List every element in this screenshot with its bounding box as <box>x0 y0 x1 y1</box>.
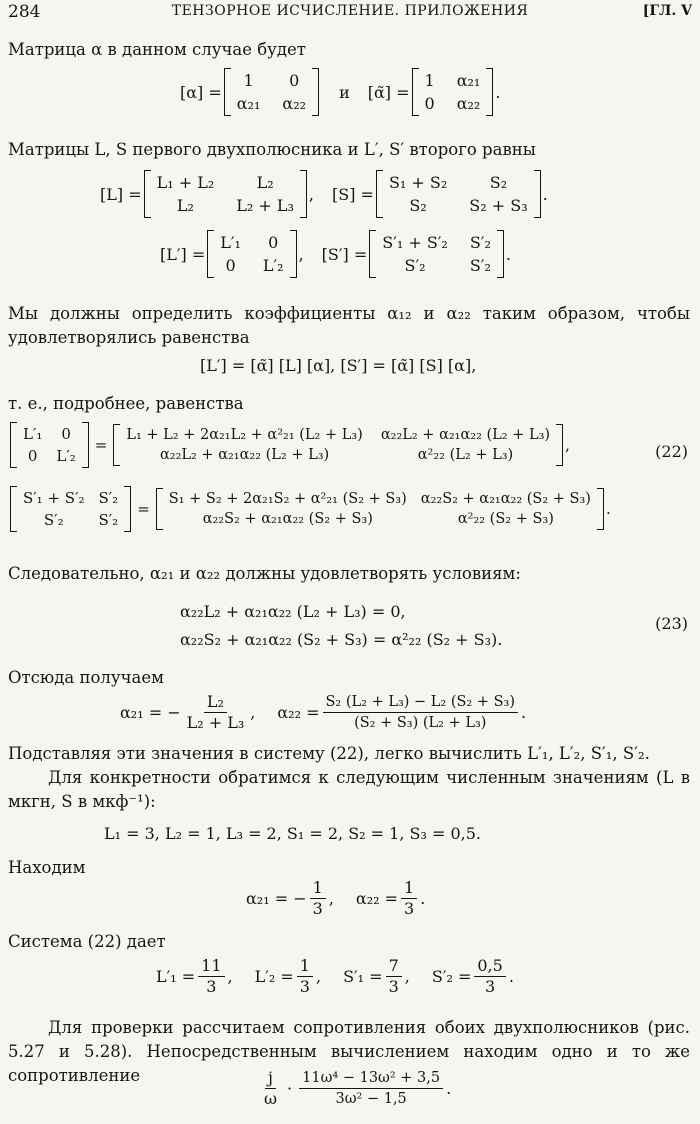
denominator: 3 <box>206 977 217 996</box>
L-prime-matrix <box>207 230 296 278</box>
equation-solution <box>120 692 526 733</box>
comma: , <box>328 889 334 908</box>
S-matrix <box>376 170 541 218</box>
S-prime-matrix <box>369 230 504 278</box>
matrix-cell: α₂₂ <box>282 94 307 113</box>
alpha-lhs: [α] = <box>180 82 222 102</box>
comma: , <box>315 967 322 986</box>
comma: , <box>250 703 256 722</box>
matrix-cell: α₂₂ <box>456 94 481 113</box>
L2-prime-lhs: L′₂ = <box>254 967 294 986</box>
numerator: 1 <box>297 956 313 977</box>
denominator: 3 <box>484 977 496 996</box>
matrix-cell: 0 <box>268 233 279 252</box>
L-prime-matrix <box>10 422 89 468</box>
equation-number-23: (23) <box>655 614 688 633</box>
paragraph-11: Для проверки рассчитаем сопротивления обоих двухполюсников (рис. 5.27 и 5.28). Непосредственным вычислением находим одно и то же сопротивление <box>8 1018 690 1085</box>
matrix-cell: L′₁ <box>220 233 241 252</box>
numerator: 11ω⁴ − 13ω² + 3,5 <box>299 1068 443 1089</box>
matrix-cell: S₂ + S₃ <box>469 196 528 215</box>
fraction <box>474 956 505 997</box>
chapter-label: [ГЛ. V <box>642 3 692 19</box>
denominator: 3 <box>388 977 399 996</box>
matrix-cell: S′₂ <box>98 489 119 507</box>
fraction <box>401 878 417 919</box>
matrix-cell: 0 <box>61 425 71 443</box>
dot-operator: · <box>287 1079 293 1098</box>
equation-system <box>156 956 514 997</box>
matrix-cell: S₁ + S₂ + 2α₂₁S₂ + α²₂₁ (S₂ + S₃) <box>168 491 407 507</box>
period: . <box>420 889 426 908</box>
matrix-cell: L′₂ <box>56 447 76 465</box>
equation-final <box>258 1068 451 1109</box>
equation-relation: [L′] = [α̃] [L] [α], [S′] = [α̃] [S] [α], <box>200 356 477 375</box>
alpha-22-lhs: α₂₂ = <box>277 703 320 722</box>
equation-number-22: (22) <box>655 442 688 461</box>
fraction <box>297 956 313 997</box>
matrix-cell: α²₂₂ (L₂ + L₃) <box>417 447 514 463</box>
fraction <box>323 692 519 733</box>
S2-prime-lhs: S′₂ = <box>431 967 472 986</box>
matrix-cell: L₁ + L₂ + 2α₂₁L₂ + α²₂₁ (L₂ + L₃) <box>126 427 363 443</box>
period: . <box>605 500 611 518</box>
denominator: L₂ + L₃ <box>186 713 245 732</box>
matrix-cell: S′₂ <box>43 511 64 529</box>
fraction <box>299 1068 443 1109</box>
alpha-tilde-lhs: [α̃] = <box>367 82 410 102</box>
equation-23-line-2: α₂₂S₂ + α₂₁α₂₂ (S₂ + S₃) = α²₂₂ (S₂ + S₃). <box>180 630 503 649</box>
alpha-matrix <box>224 68 319 116</box>
equation-22b <box>8 486 611 532</box>
paragraph-9: Находим <box>8 858 86 877</box>
paragraph-4: т. е., подробнее, равенства <box>8 394 244 413</box>
fraction <box>198 956 224 997</box>
comma: , <box>298 244 304 264</box>
alpha-21-lhs: α₂₁ = − <box>120 703 181 722</box>
alpha-tilde-matrix <box>412 68 494 116</box>
matrix-cell: S′₁ + S′₂ <box>23 489 85 507</box>
numerator: j <box>265 1068 276 1089</box>
numerator: 1 <box>310 878 326 899</box>
matrix-cell: S′₂ <box>469 233 491 252</box>
equation-23-line-1: α₂₂L₂ + α₂₁α₂₂ (L₂ + L₃) = 0, <box>180 602 406 621</box>
page-header <box>8 2 692 24</box>
L1-prime-lhs: L′₁ = <box>156 967 196 986</box>
matrix-cell: 0 <box>424 94 435 113</box>
equation-values: L₁ = 3, L₂ = 1, L₃ = 2, S₁ = 2, S₂ = 1, S₃ = 0,5. <box>104 824 481 843</box>
equals-sign: = <box>137 500 150 518</box>
paragraph-5: Следовательно, α₂₁ и α₂₂ должны удовлетворять условиям: <box>8 564 521 583</box>
matrix-cell: 0 <box>225 256 236 275</box>
numerator: 0,5 <box>474 956 505 977</box>
matrix-cell: α₂₁ <box>236 94 261 113</box>
equation-23 <box>180 598 502 654</box>
matrix-cell: 0 <box>27 447 38 465</box>
L-prime-lhs: [L′] = <box>160 244 206 264</box>
numerator: 1 <box>401 878 417 899</box>
fraction <box>184 692 248 733</box>
equation-22a <box>8 422 570 468</box>
paragraph-8: Для конкретности обратимся к следующим численным значениям (L в мкгн, S в мкф⁻¹): <box>8 768 690 811</box>
matrix-cell: L′₁ <box>23 425 43 443</box>
matrix-cell: L₂ <box>176 196 194 215</box>
comma: , <box>404 967 410 986</box>
L-product-matrix <box>113 424 563 466</box>
period: . <box>505 244 511 264</box>
numerator: L₂ <box>204 692 227 713</box>
denominator: 3 <box>312 899 323 918</box>
matrix-cell: L₂ + L₃ <box>236 196 294 215</box>
numerator: S₂ (L₂ + L₃) − L₂ (S₂ + S₃) <box>323 692 519 713</box>
matrix-cell: α₂₂L₂ + α₂₁α₂₂ (L₂ + L₃) <box>159 447 330 463</box>
period: . <box>446 1079 452 1098</box>
fraction <box>261 1068 280 1109</box>
matrix-cell: S₁ + S₂ <box>388 173 448 192</box>
S-product-matrix <box>156 488 604 530</box>
numerator: 11 <box>198 956 224 977</box>
S-prime-matrix <box>10 486 131 532</box>
denominator: 3ω² − 1,5 <box>335 1091 407 1107</box>
S-lhs: [S] = <box>332 184 374 204</box>
equals-sign: = <box>94 436 108 454</box>
numerator: 7 <box>386 956 402 977</box>
matrix-cell: L₁ + L₂ <box>156 173 215 192</box>
comma: , <box>227 967 233 986</box>
matrix-cell: 1 <box>243 71 254 90</box>
fraction <box>386 956 402 997</box>
paragraph-10: Система (22) дает <box>8 932 166 951</box>
denominator: 3 <box>299 977 310 996</box>
matrix-cell: S′₂ <box>98 511 119 529</box>
denominator: (S₂ + S₃) (L₂ + L₃) <box>354 715 487 731</box>
period: . <box>508 967 514 986</box>
matrix-cell: 0 <box>289 71 300 90</box>
period: . <box>521 703 527 722</box>
matrix-cell: α₂₁ <box>456 71 481 90</box>
alpha-21-lhs: α₂₁ = − <box>246 889 307 908</box>
matrix-cell: S′₂ <box>404 256 426 275</box>
matrix-cell: α²₂₂ (S₂ + S₃) <box>457 511 554 527</box>
fraction <box>310 878 326 919</box>
matrix-cell: S′₁ + S′₂ <box>382 233 448 252</box>
running-title: ТЕНЗОРНОЕ ИСЧИСЛЕНИЕ. ПРИЛОЖЕНИЯ <box>171 3 529 19</box>
S-prime-lhs: [S′] = <box>321 244 368 264</box>
denominator: ω <box>264 1089 278 1108</box>
matrix-cell: α₂₂L₂ + α₂₁α₂₂ (L₂ + L₃) <box>380 427 551 443</box>
comma: , <box>308 184 315 204</box>
equation-alpha <box>180 68 500 116</box>
S1-prime-lhs: S′₁ = <box>343 967 383 986</box>
L-matrix <box>144 170 307 218</box>
page-number: 284 <box>8 2 41 22</box>
paragraph-1: Матрица α в данном случае будет <box>8 40 306 59</box>
comma: , <box>565 436 570 454</box>
equation-LS <box>100 170 548 218</box>
matrix-cell: S₂ <box>489 173 508 192</box>
paragraph-6: Отсюда получаем <box>8 668 164 687</box>
alpha-22-lhs: α₂₂ = <box>355 889 399 908</box>
denominator: 3 <box>404 899 415 918</box>
matrix-cell: 1 <box>424 71 435 90</box>
matrix-cell: α₂₂S₂ + α₂₁α₂₂ (S₂ + S₃) <box>420 491 591 507</box>
period: . <box>542 184 548 204</box>
paragraph-3: Мы должны определить коэффициенты α₁₂ и α₂₂ таким образом, чтобы удовлетворялись равенства <box>8 304 690 347</box>
equation-found <box>246 878 425 919</box>
L-lhs: [L] = <box>100 184 142 204</box>
matrix-cell: α₂₂S₂ + α₂₁α₂₂ (S₂ + S₃) <box>202 511 373 527</box>
matrix-cell: S₂ <box>409 196 427 215</box>
matrix-cell: L₂ <box>256 173 274 192</box>
matrix-cell: L′₂ <box>262 256 284 275</box>
paragraph-2: Матрицы L, S первого двухполюсника и L′, S′ второго равны <box>8 140 536 159</box>
conjunction: и <box>339 82 350 102</box>
paragraph-7: Подставляя эти значения в систему (22), легко вычислить L′₁, L′₂, S′₁, S′₂. <box>8 744 650 763</box>
equation-LS-prime <box>160 230 511 278</box>
matrix-cell: S′₂ <box>469 256 491 275</box>
period: . <box>495 82 501 102</box>
